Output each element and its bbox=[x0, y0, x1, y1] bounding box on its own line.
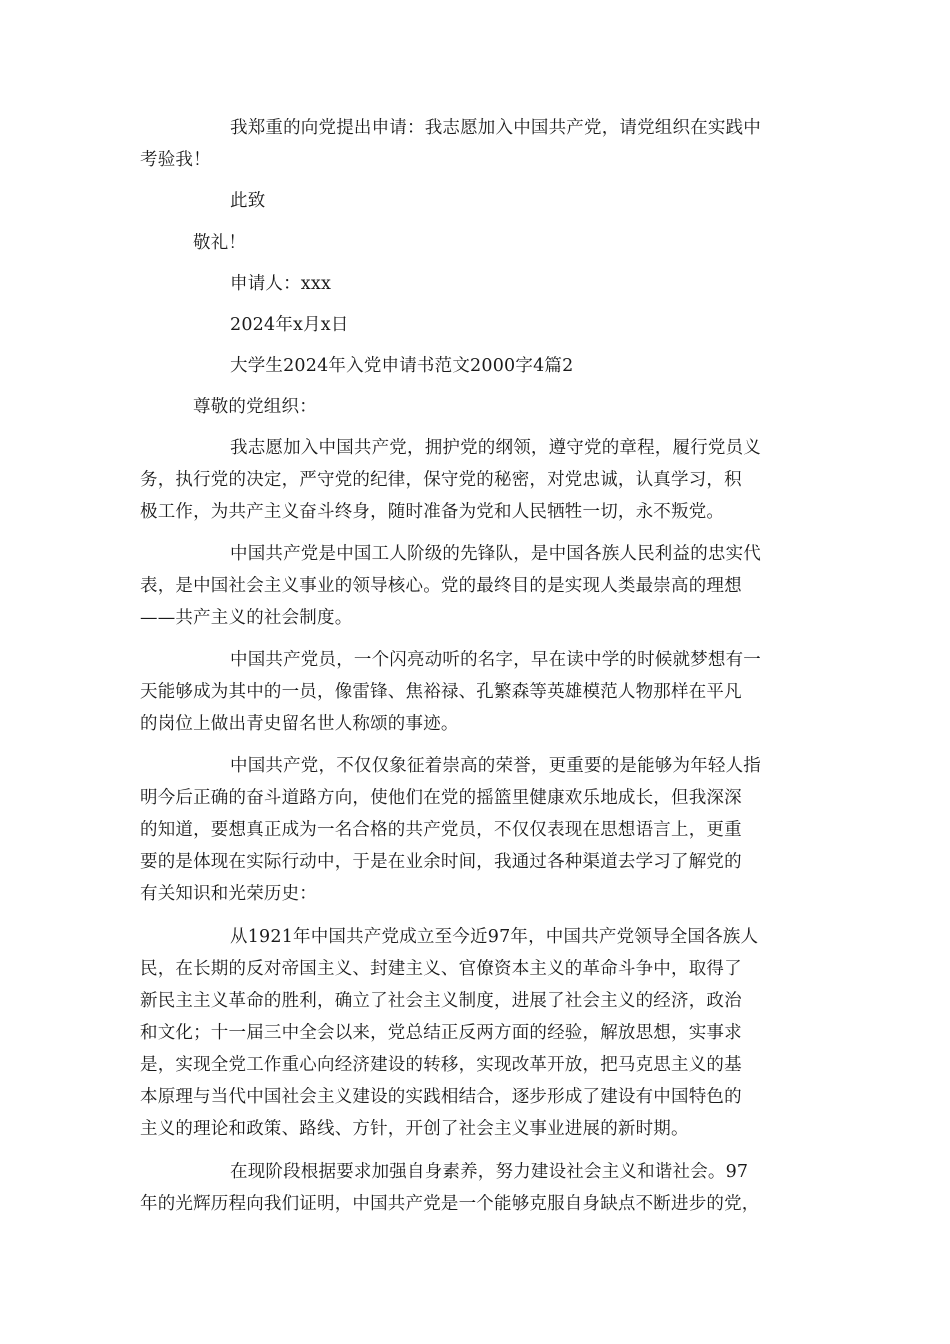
text-line: 此致 bbox=[230, 191, 266, 211]
text-line: 中国共产党员，一个闪亮动听的名字，早在读中学的时候就梦想有一 bbox=[230, 650, 761, 670]
text-line: 新民主主义革命的胜利，确立了社会主义制度，进展了社会主义的经济，政治 bbox=[140, 991, 742, 1011]
text-line: 明今后正确的奋斗道路方向，使他们在党的摇篮里健康欢乐地成长，但我深深 bbox=[140, 788, 742, 808]
text-line: 考验我！ bbox=[140, 150, 211, 170]
text-line: 务，执行党的决定，严守党的纪律，保守党的秘密，对党忠诚，认真学习，积 bbox=[140, 470, 742, 490]
text-line: 中国共产党是中国工人阶级的先锋队，是中国各族人民利益的忠实代 bbox=[230, 544, 761, 564]
text-line: 2024年x月x日 bbox=[230, 315, 349, 335]
text-line: 我郑重的向党提出申请：我志愿加入中国共产党，请党组织在实践中 bbox=[230, 118, 761, 138]
salutation: 尊敬的党组织： bbox=[193, 397, 317, 417]
text-line: 的知道，要想真正成为一名合格的共产党员，不仅仅表现在思想语言上，更重 bbox=[140, 820, 742, 840]
text-line: 敬礼！ bbox=[193, 233, 247, 253]
text-line: 的岗位上做出青史留名世人称颂的事迹。 bbox=[140, 714, 459, 734]
text-line: 要的是体现在实际行动中，于是在业余时间，我通过各种渠道去学习了解党的 bbox=[140, 852, 742, 872]
text-line: 在现阶段根据要求加强自身素养，努力建设社会主义和谐社会。97 bbox=[230, 1162, 749, 1182]
text-line: 天能够成为其中的一员，像雷锋、焦裕禄、孔繁森等英雄模范人物那样在平凡 bbox=[140, 682, 742, 702]
text-line: ——共产主义的社会制度。 bbox=[140, 608, 353, 628]
text-line: 申请人：xxx bbox=[230, 274, 332, 294]
text-line: 本原理与当代中国社会主义建设的实践相结合，逐步形成了建设有中国特色的 bbox=[140, 1087, 742, 1107]
text-line: 民，在长期的反对帝国主义、封建主义、官僚资本主义的革命斗争中，取得了 bbox=[140, 959, 742, 979]
text-line: 有关知识和光荣历史： bbox=[140, 884, 317, 904]
text-line: 年的光辉历程向我们证明，中国共产党是一个能够克服自身缺点不断进步的党， bbox=[140, 1194, 760, 1214]
section-heading: 大学生2024年入党申请书范文2000字4篇2 bbox=[230, 356, 574, 376]
text-line: 我志愿加入中国共产党，拥护党的纲领，遵守党的章程，履行党员义 bbox=[230, 438, 761, 458]
text-line: 表，是中国社会主义事业的领导核心。党的最终目的是实现人类最崇高的理想 bbox=[140, 576, 742, 596]
text-line: 是，实现全党工作重心向经济建设的转移，实现改革开放，把马克思主义的基 bbox=[140, 1055, 742, 1075]
text-line: 主义的理论和政策、路线、方针，开创了社会主义事业进展的新时期。 bbox=[140, 1119, 689, 1139]
text-line: 从1921年中国共产党成立至今近97年，中国共产党领导全国各族人 bbox=[230, 927, 759, 947]
text-line: 中国共产党，不仅仅象征着崇高的荣誉，更重要的是能够为年轻人指 bbox=[230, 756, 761, 776]
text-line: 和文化；十一届三中全会以来，党总结正反两方面的经验，解放思想，实事求 bbox=[140, 1023, 742, 1043]
text-line: 极工作，为共产主义奋斗终身，随时准备为党和人民牺牲一切，永不叛党。 bbox=[140, 502, 725, 522]
